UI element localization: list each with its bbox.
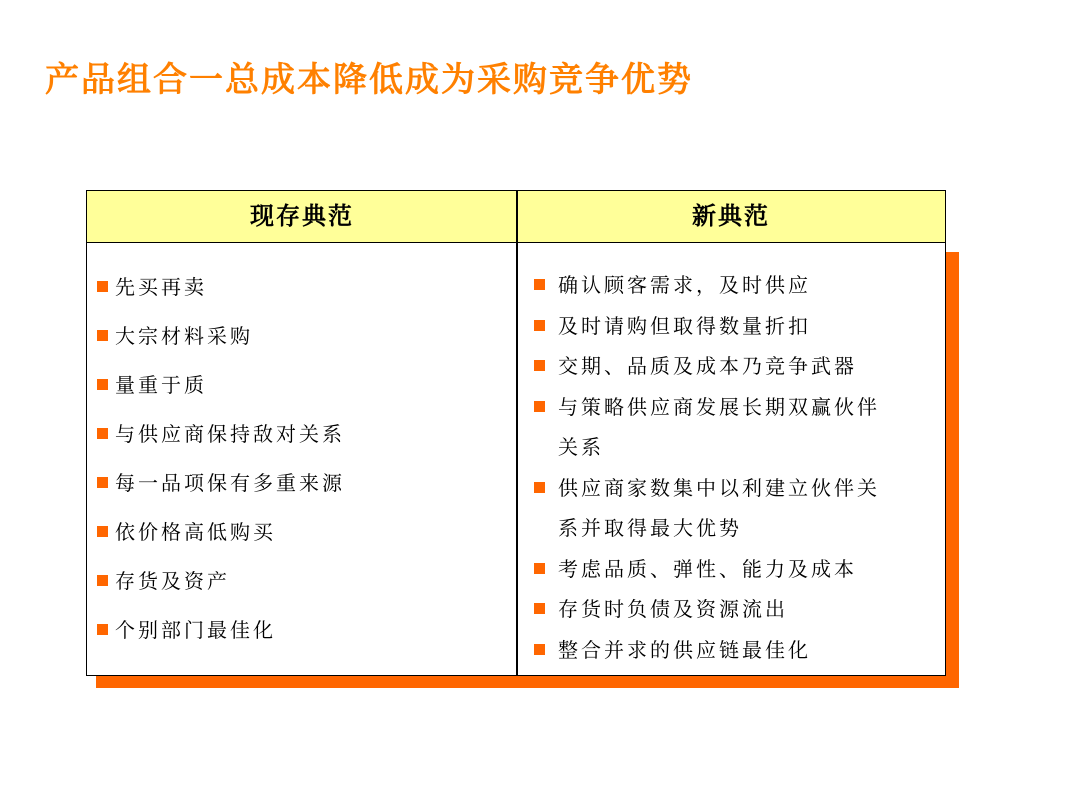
- new-paradigm-header: 新典范: [692, 201, 770, 230]
- list-item: [97, 272, 345, 321]
- new-paradigm-list: [534, 265, 934, 670]
- square-bullet-icon: [534, 360, 545, 371]
- slide-title: 产品组合一总成本降低成为采购竞争优势: [45, 60, 693, 100]
- current-paradigm-header: 现存典范: [250, 201, 354, 230]
- list-item-text: 大宗材料采购: [115, 324, 253, 348]
- list-item: [97, 419, 345, 468]
- square-bullet-icon: [534, 563, 545, 574]
- square-bullet-icon: [97, 379, 108, 390]
- square-bullet-icon: [534, 320, 545, 331]
- square-bullet-icon: [97, 575, 108, 586]
- list-item-text: 整合并求的供应链最佳化: [558, 637, 811, 662]
- list-item-text: 确认顾客需求，及时供应: [558, 273, 811, 297]
- list-item-text: 交期、品质及成本乃竞争武器: [558, 354, 857, 378]
- list-item-text: 考虑品质、弹性、能力及成本: [558, 556, 857, 581]
- list-item-text: 先买再卖: [115, 275, 207, 299]
- square-bullet-icon: [534, 401, 545, 412]
- list-item-text: 与策略供应商发展长期双赢伙伴关系: [558, 394, 880, 459]
- list-item-text: 存货时负债及资源流出: [558, 597, 788, 621]
- list-item: [97, 370, 345, 419]
- list-item-text: 与供应商保持敌对关系: [115, 422, 345, 446]
- square-bullet-icon: [534, 644, 545, 655]
- list-item-text: 依价格高低购买: [115, 520, 276, 544]
- square-bullet-icon: [97, 428, 108, 439]
- square-bullet-icon: [97, 624, 108, 635]
- list-item: [534, 630, 934, 671]
- list-item: [97, 615, 345, 664]
- list-item-text: 存货及资产: [115, 569, 230, 593]
- comparison-table: [86, 190, 946, 676]
- list-item: [97, 468, 345, 517]
- list-item-text: 每一品项保有多重来源: [115, 471, 345, 495]
- list-item: [534, 549, 934, 590]
- list-item: [97, 517, 345, 566]
- square-bullet-icon: [97, 477, 108, 488]
- square-bullet-icon: [534, 482, 545, 493]
- list-item: [97, 566, 345, 615]
- list-item-text: 供应商家数集中以利建立伙伴关系并取得最大优势: [558, 475, 880, 540]
- square-bullet-icon: [97, 330, 108, 341]
- square-bullet-icon: [97, 281, 108, 292]
- current-paradigm-list: [97, 272, 345, 664]
- square-bullet-icon: [534, 603, 545, 614]
- list-item: [534, 589, 934, 630]
- list-item: [534, 468, 898, 549]
- list-item: [534, 306, 934, 347]
- list-item: [534, 387, 898, 468]
- list-item-text: 量重于质: [115, 373, 207, 397]
- list-item-text: 及时请购但取得数量折扣: [558, 313, 811, 338]
- list-item: [97, 321, 345, 370]
- square-bullet-icon: [534, 279, 545, 290]
- list-item-text: 个别部门最佳化: [115, 618, 276, 642]
- list-item: [534, 346, 934, 387]
- list-item: [534, 265, 934, 306]
- square-bullet-icon: [97, 526, 108, 537]
- column-divider: [516, 191, 518, 675]
